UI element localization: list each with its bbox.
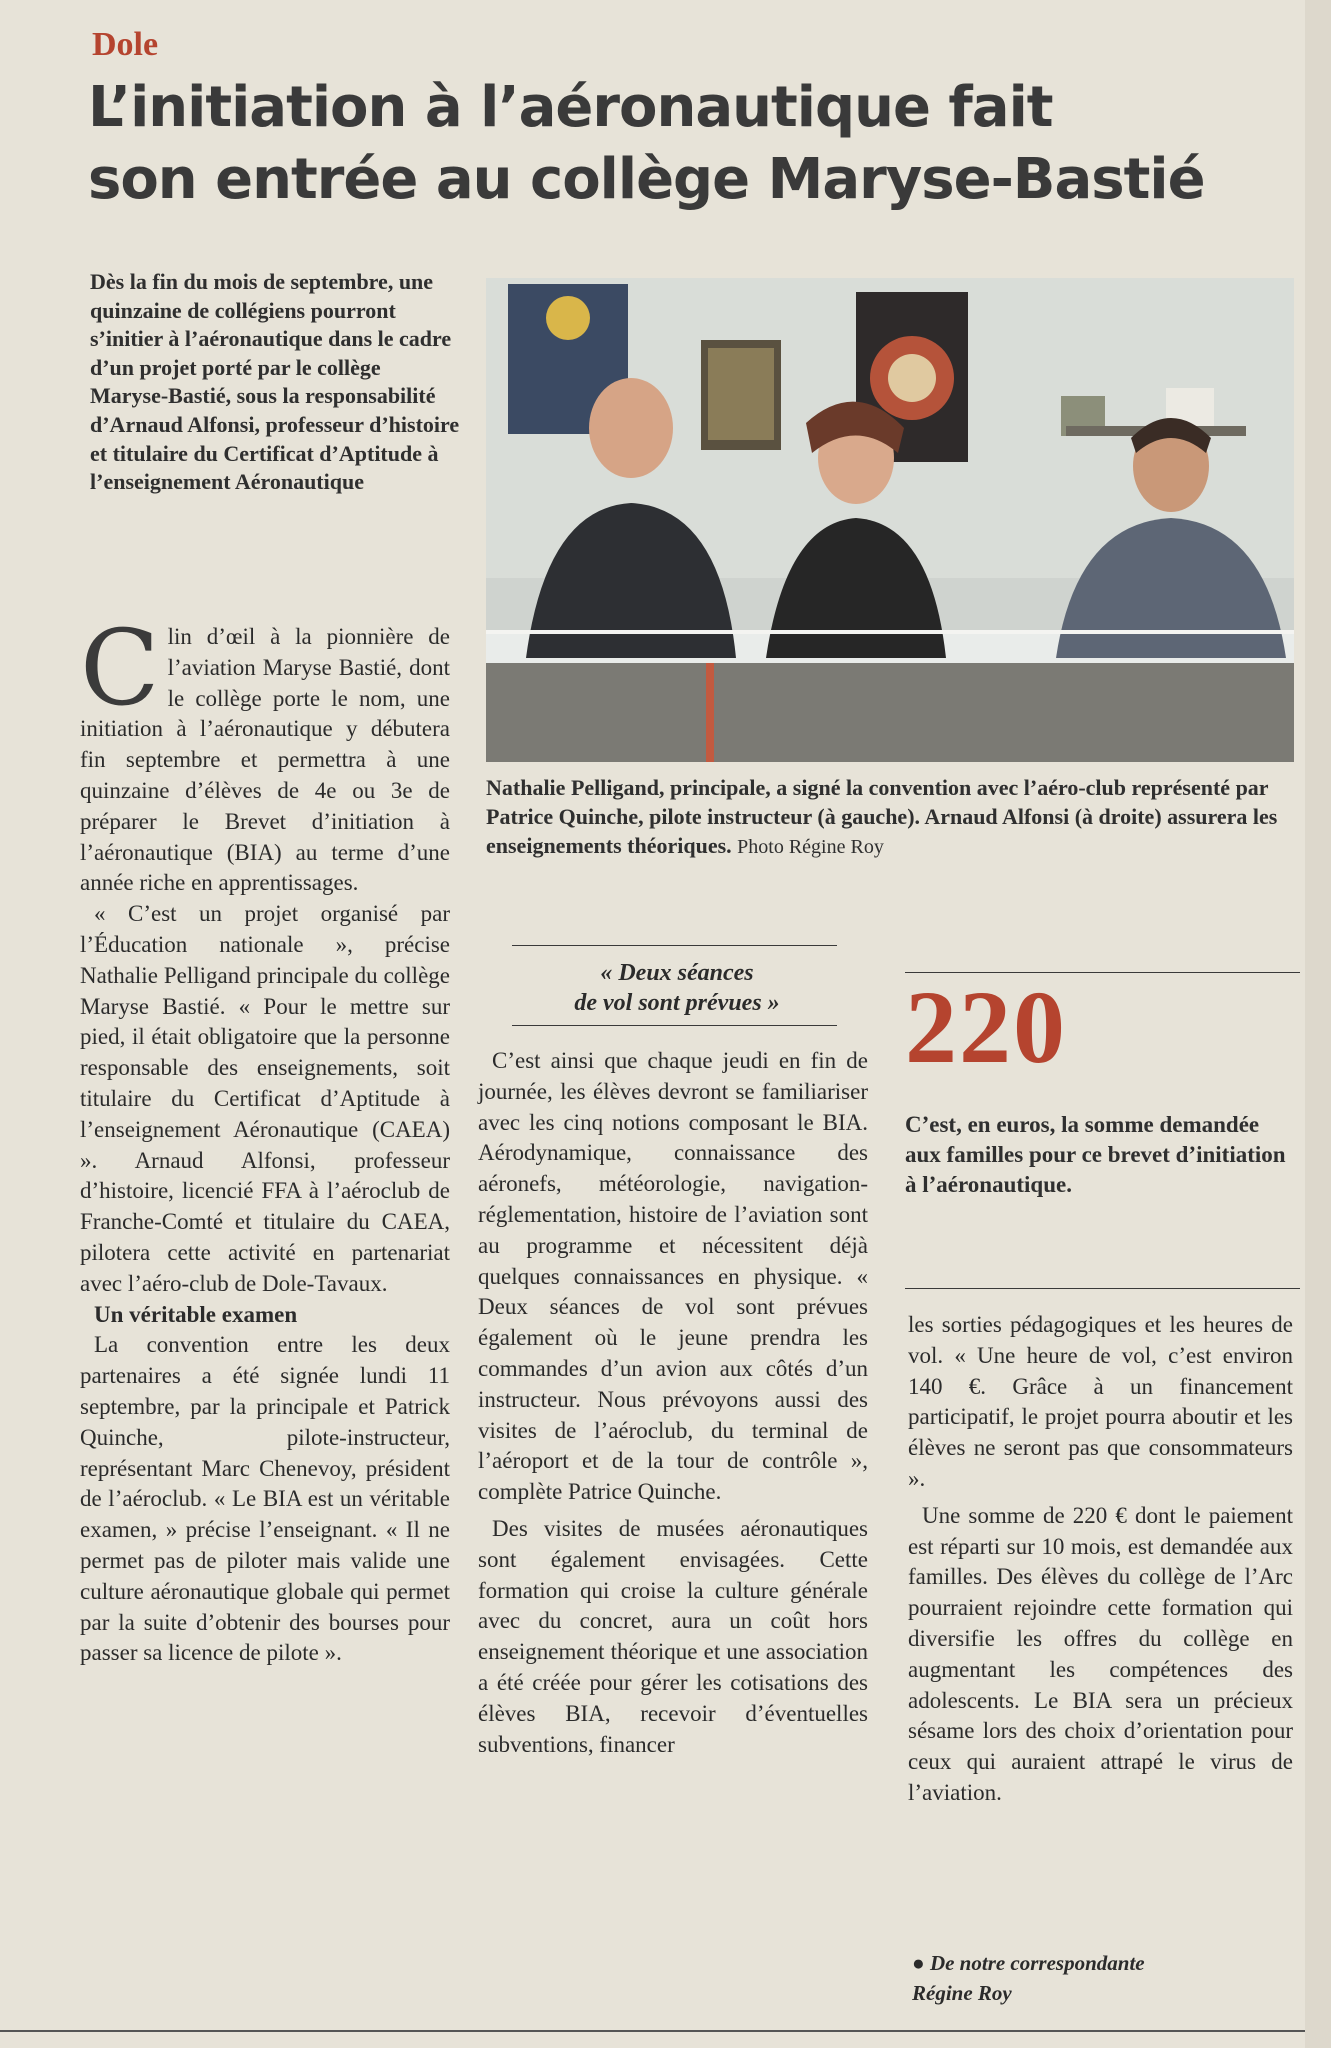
key-figure-description: C’est, en euros, la somme demandée aux familles pour ce brevet d’initiation à l’aéronautique. (905, 1112, 1286, 1197)
headline (88, 72, 1288, 216)
paragraph-6: les sorties pédagogiques et les heures de vol. « Une heure de vol, c’est environ 140 €. Grâce à un financement participatif, le projet pourra aboutir et les élèves ne seront pas que consommateurs ». (908, 1312, 1293, 1491)
photo-illustration (486, 278, 1294, 762)
paragraph-7: Une somme de 220 € dont le paiement est réparti sur 10 mois, est demandée aux familles. Des élèves du collège de l’Arc pourraient rejoindre cette formation qui diversifie les offres du collège en augmentant les compétences des adolescents. Le BIA sera un précieux sésame lors des choix d’orientation pour ceux qui auraient attrapé le virus de l’aviation. (908, 1502, 1293, 1805)
paragraph-5: Des visites de musées aéronautiques sont également envisagées. Cette formation qui croise la culture générale avec du concret, aura un coût hors enseignement théorique et une association a été créée pour gérer les cotisations des élèves BIA, recevoir d’éventuelles subventions, financer (478, 1515, 868, 1757)
paragraph-3: La convention entre les deux partenaires a été signée lundi 11 septembre, par la principale et Patrick Quinche, pilote-instructeur, représentant Marc Chenevoy, président de l’aéroclub. « Le BIA est un véritable examen, » précise l’enseignant. « Il ne permet pas de piloter mais valide une culture aéronautique globale qui permet par la suite d’obtenir des bourses pour passer sa licence de pilote ». (80, 1332, 450, 1666)
headline-line-1: L’initiation à l’aéronautique fait (88, 75, 1053, 140)
paragraph-2: « C’est un projet organisé par l’Éducation nationale », précise Nathalie Pelligand principale du collège Maryse Bastié. « Pour le mettre sur pied, il était obligatoire que la personne responsable des enseignements, soit titulaire du Certificat d’Aptitude à l’enseignement Aéronautique (CAEA) ». Arnaud Alfonsi, professeur d’histoire, licencié FFA à l’aéroclub de Franche-Comté et titulaire du CAEA, pilotera cette activité en partenariat avec l’aéro-club de Dole-Tavaux. (80, 901, 450, 1296)
page-bottom-rule (0, 2030, 1331, 2032)
divider-rule (512, 1025, 837, 1026)
pull-quote-heading (512, 958, 842, 1018)
paragraph-4: C’est ainsi que chaque jeudi en fin de journée, les élèves devront se familiariser avec les cinq notions composant le BIA. Aérodynamique, connaissance des aéronefs, météorologie, navigation-réglementation, histoire de l’aviation sont au programme et nécessitent déjà quelques connaissances en physique. « Deux séances de vol sont prévues également où le jeune prendra les commandes d’un avion aux côtés d’un instructeur. Nous prévoyons aussi des visites de l’aéroclub, du terminal de l’aéroport et de la tour de contrôle », complète Patrice Quinche. (478, 1048, 868, 1505)
key-figure: 220 (905, 970, 1067, 1085)
adjacent-page-edge (1305, 0, 1331, 2048)
divider-rule (512, 945, 837, 946)
lead-paragraph: Dès la fin du mois de septembre, une quinzaine de collégiens pourront s’initier à l’aéronautique dans le cadre d’un projet porté par le collège Maryse-Bastié, sous la responsabilité d’Arnaud Alfonsi, professeur d’histoire et titulaire du Certificat d’Aptitude à l’enseignement Aéronautique (90, 269, 460, 495)
photo-credit: Photo Régine Roy (737, 836, 884, 858)
paragraph-1-text: lin d’œil à la pionnière de l’aviation Maryse Bastié, dont le collège porte le nom, une initiation à l’aéronautique y débutera fin septembre et permettra à une quinzaine d’élèves de 4e ou 3e de préparer le Brevet d’initiation à l’aéronautique (BIA) au terme d’une année riche en apprentissages. (80, 624, 450, 896)
column-2 (478, 1046, 868, 1760)
paragraph-1 (80, 607, 450, 899)
pull-quote-line-2: de vol sont prévues » (574, 990, 780, 1016)
section-label: Dole (92, 26, 159, 63)
byline-line-1: ● De notre correspondante (912, 1951, 1145, 1975)
byline-line-2: Régine Roy (912, 1981, 1012, 2005)
photo-caption (486, 773, 1294, 862)
subheading: Un véritable examen (94, 1301, 298, 1327)
caption-text: Nathalie Pelligand, principale, a signé la convention avec l’aéro-club représenté par Patrice Quinche, pilote instructeur (à gauche). Arnaud Alfonsi (à droite) assurera les enseignements théoriques. (486, 775, 1278, 858)
drop-cap: C (80, 607, 160, 729)
column-3 (908, 1310, 1293, 1809)
article-photo (486, 278, 1294, 762)
headline-line-2: son entrée au collège Maryse-Bastié (88, 147, 1205, 212)
pull-quote-line-1: « Deux séances (600, 960, 754, 986)
byline (912, 1948, 1292, 2008)
column-1 (80, 607, 450, 1669)
divider-rule (905, 1288, 1300, 1289)
